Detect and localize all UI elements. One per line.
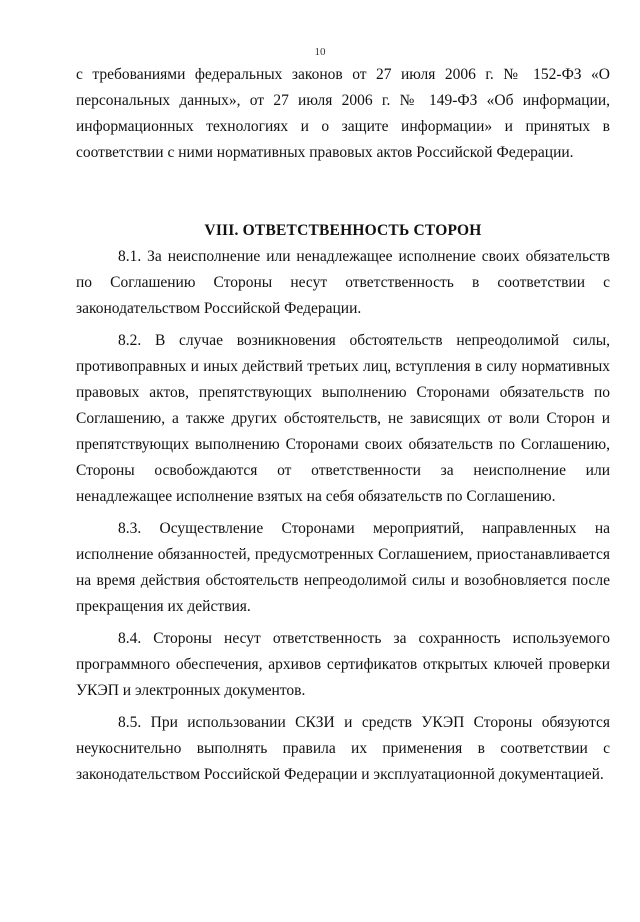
intro-paragraph: с требованиями федеральных законов от 27 июля 2006 г. № 152-ФЗ «О персональных данных», от 27 июля 2006 г. № 149-ФЗ «Об информации, информационных технологиях и о защите информации» и принятых в соответствии с ними нормативных правовых актов Российской Федерации.	[76, 66, 610, 161]
document-body	[76, 62, 610, 788]
paragraph-8-1: 8.1. За неисполнение или ненадлежащее исполнение своих обязательств по Соглашению Стороны несут ответственность в соответствии с законодательством Российской Федерации.	[76, 248, 610, 317]
paragraph-8-2: 8.2. В случае возникновения обстоятельств непреодолимой силы, противоправных и иных действий третьих лиц, вступления в силу нормативных правовых актов, препятствующих выполнению Сторонами обязательств по Соглашению, а также других обстоятельств, не зависящих от воли Сторон и препятствующих выполнению Сторонами своих обязательств по Соглашению, Стороны освобождаются от ответственности за неисполнение или ненадлежащее исполнение взятых на себя обязательств по Соглашению.	[76, 332, 610, 505]
paragraph-8-3: 8.3. Осуществление Сторонами мероприятий, направленных на исполнение обязанностей, предусмотренных Соглашением, приостанавливается на время действия обстоятельств непреодолимой силы и возобновляется после прекращения их действия.	[76, 520, 610, 615]
paragraph-8-5: 8.5. При использовании СКЗИ и средств УКЭП Стороны обязуются неукоснительно выполнять правила их применения в соответствии с законодательством Российской Федерации и эксплуатационной документацией.	[76, 714, 610, 783]
page-number: 10	[314, 46, 326, 58]
paragraph-8-4: 8.4. Стороны несут ответственность за сохранность используемого программного обеспечения, архивов сертификатов открытых ключей проверки УКЭП и электронных документов.	[76, 630, 610, 699]
section-title: VIII. ОТВЕТСТВЕННОСТЬ СТОРОН	[204, 222, 482, 239]
